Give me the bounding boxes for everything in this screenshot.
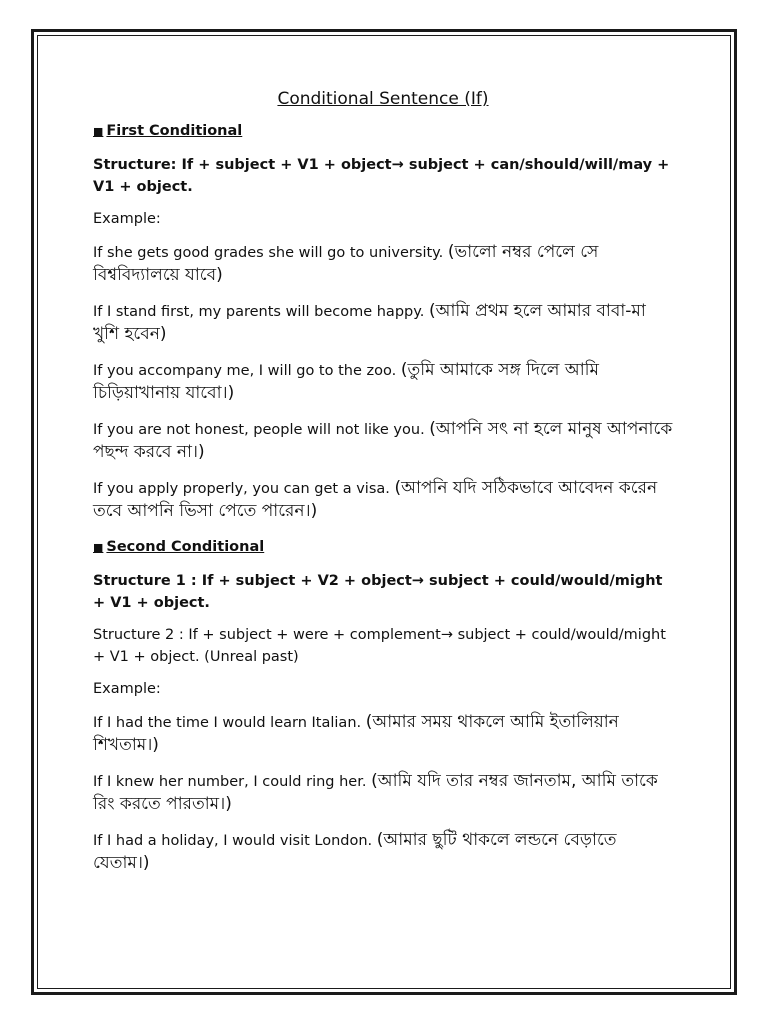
example-sentence	[93, 241, 673, 287]
second-example-label: Example:	[93, 681, 161, 697]
example-sentence	[93, 300, 673, 346]
sentence-bengali: (আমার সময় থাকলে আমি ইতালিয়ান শিখতাম।)	[93, 712, 619, 755]
sentence-bengali: (আমার ছুটি থাকলে লন্ডনে বেড়াতে যেতাম।)	[93, 830, 617, 873]
sentence-english: If I had the time I would learn Italian.	[93, 715, 366, 731]
sentence-bengali: (আমি যদি তার নম্বর জানতাম, আমি তাকে রিং করতে পারতাম।)	[93, 771, 658, 814]
sentence-bengali: (তুমি আমাকে সঙ্গ দিলে আমি চিড়িয়াখানায় যাবো।)	[93, 360, 599, 403]
first-conditional-heading-text: First Conditional	[106, 123, 243, 139]
first-conditional-structure: Structure: If + subject + V1 + object→ subject + can/should/will/may + V1 + object.	[93, 157, 670, 195]
sentence-bengali: (আপনি যদি সঠিকভাবে আবেদন করেন তবে আপনি ভিসা পেতে পারেন।)	[93, 478, 658, 521]
second-conditional-heading-text: Second Conditional	[106, 539, 265, 555]
sentence-english: If you accompany me, I will go to the zoo.	[93, 363, 401, 379]
page-title: Conditional Sentence (If)	[277, 89, 489, 109]
sentence-english: If you are not honest, people will not like you.	[93, 422, 430, 438]
square-bullet-icon: ■	[93, 125, 104, 138]
sentence-english: If I knew her number, I could ring her.	[93, 774, 372, 790]
example-sentence	[93, 711, 673, 757]
sentence-english: If I had a holiday, I would visit London.	[93, 833, 377, 849]
sentence-english: If she gets good grades she will go to university.	[93, 245, 448, 261]
second-conditional-heading	[93, 536, 673, 559]
first-conditional-heading	[93, 120, 673, 143]
sentence-bengali: (আপনি সৎ না হলে মানুষ আপনাকে পছন্দ করবে না।)	[93, 419, 673, 462]
example-sentence	[93, 418, 673, 464]
second-conditional-structure-1: Structure 1 : If + subject + V2 + object→ subject + could/would/might + V1 + object.	[93, 573, 663, 611]
example-sentence	[93, 359, 673, 405]
first-example-label: Example:	[93, 211, 161, 227]
sentence-bengali: (আমি প্রথম হলে আমার বাবা-মা খুশি হবেন)	[93, 301, 646, 344]
example-sentence	[93, 770, 673, 816]
sentence-english: If you apply properly, you can get a visa.	[93, 481, 395, 497]
example-sentence	[93, 477, 673, 523]
second-conditional-structure-2: Structure 2 : If + subject + were + complement→ subject + could/would/might + V1 + object. (Unreal past)	[93, 627, 666, 665]
sentence-bengali: (ভালো নম্বর পেলে সে বিশ্ববিদ্যালয়ে যাবে)	[93, 242, 599, 285]
example-sentence	[93, 829, 673, 875]
sentence-english: If I stand first, my parents will become happy.	[93, 304, 429, 320]
document-content	[93, 88, 673, 888]
square-bullet-icon: ■	[93, 541, 104, 554]
